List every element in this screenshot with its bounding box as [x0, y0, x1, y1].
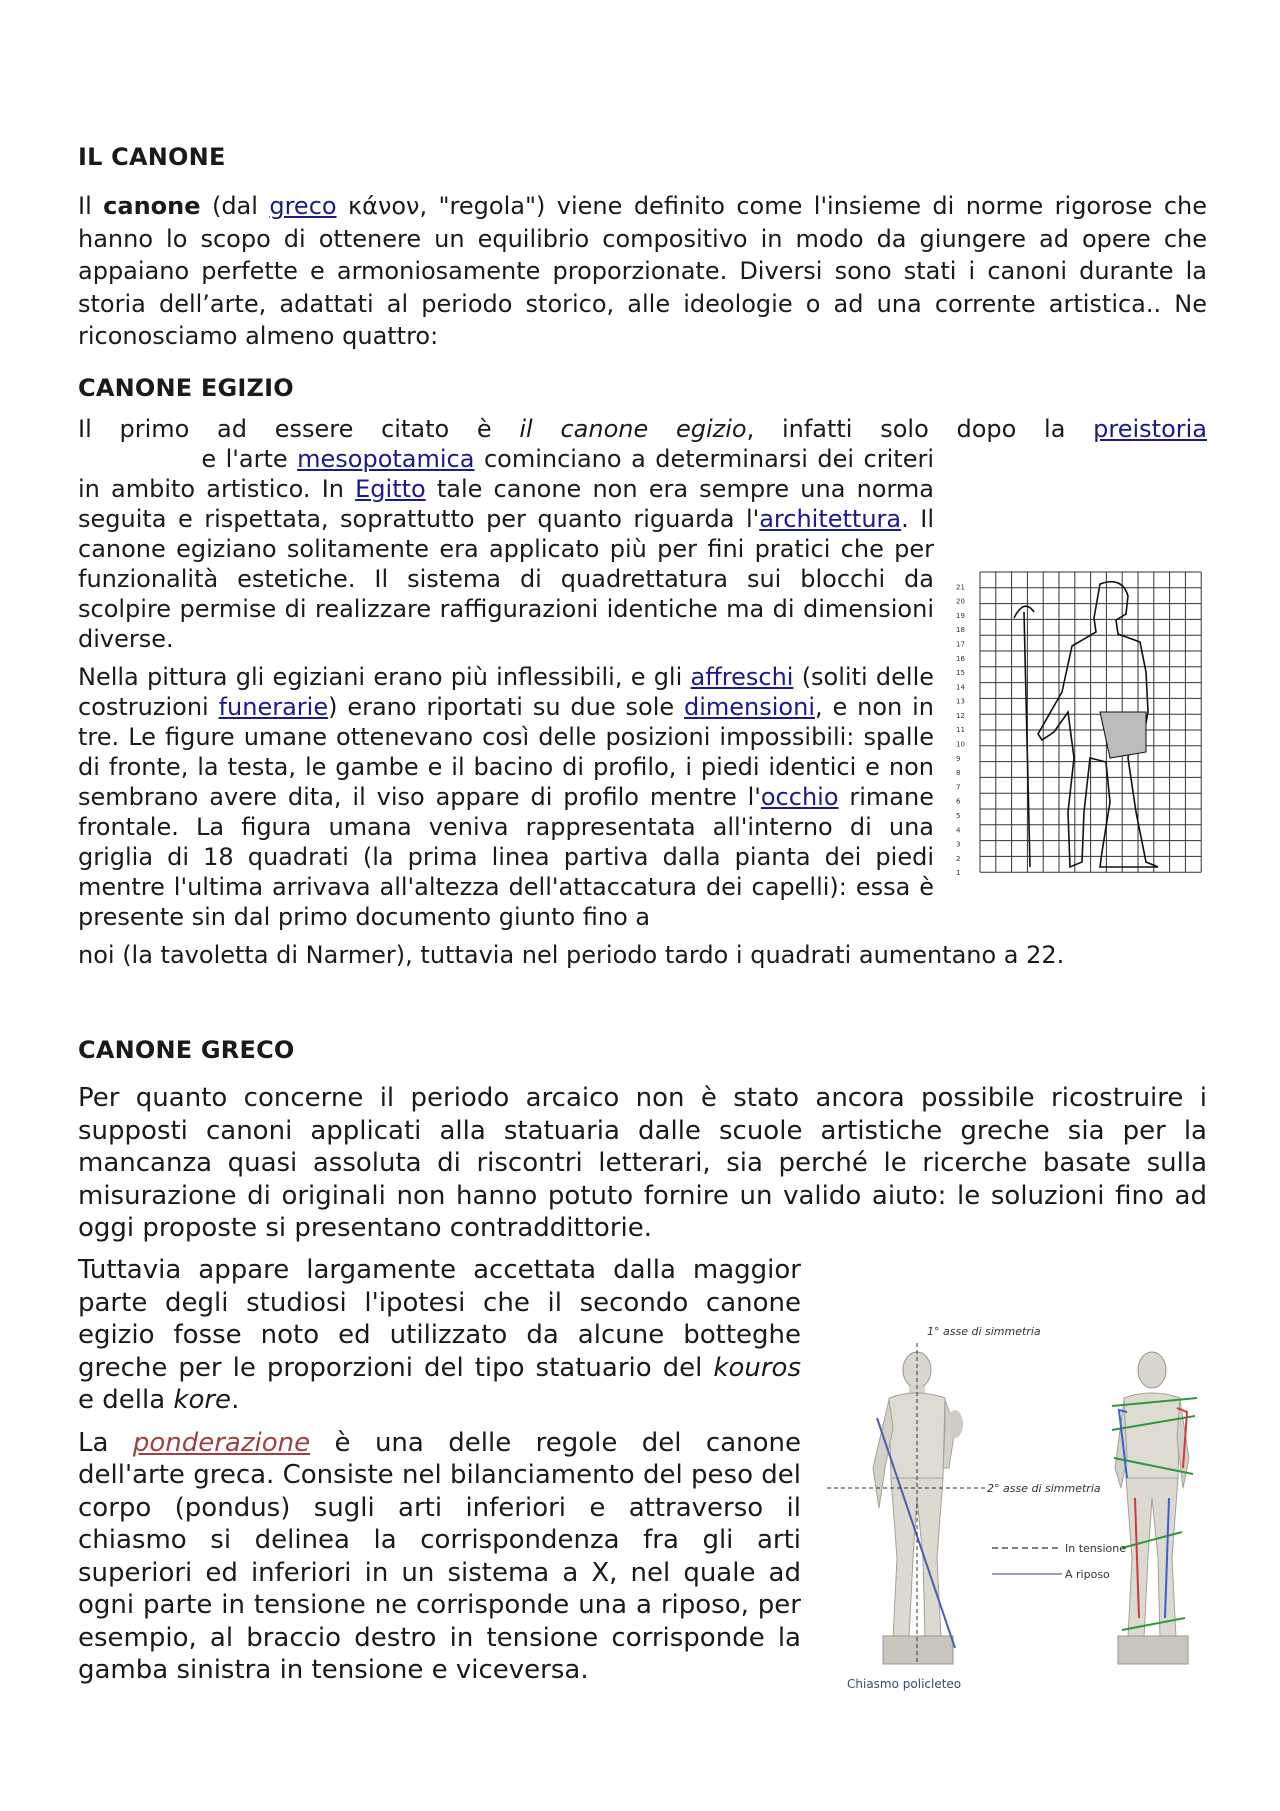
link-preistoria[interactable]: preistoria	[1093, 415, 1207, 443]
grid-number: 8	[956, 769, 961, 778]
egizio-body	[78, 414, 1207, 946]
grid-number: 13	[956, 697, 965, 706]
greco-body	[78, 1254, 1207, 1728]
paragraph-ponderazione: La ponderazione è una delle regole del canone dell'arte greca. Consiste nel bilanciamento del peso del corpo (pondus) sugli arti inferiori e attraverso il chiasmo si delinea la corrispondenza fra gli arti superiori ed inferiori in un sistema a X, nel quale ad ogni parte in tensione ne corrisponde una a riposo, per esempio, al braccio destro in tensione corrisponde la gamba sinistra in tensione e viceversa.	[78, 1427, 801, 1685]
grid-number: 16	[956, 654, 965, 663]
grid-number: 20	[956, 597, 965, 606]
grid-number: 3	[956, 840, 961, 849]
grid-number: 1	[956, 869, 961, 878]
legend-rest: A riposo	[1065, 1568, 1110, 1581]
paragraph-egizio-end: noi (la tavoletta di Narmer), tuttavia nel periodo tardo i quadrati aumentano a 22.	[78, 941, 1065, 969]
grid-number: 9	[956, 754, 961, 763]
heading-canone-egizio: CANONE EGIZIO	[78, 374, 294, 402]
paragraph-egizio-1: Il primo ad essere citato è il canone egizio, infatti solo dopo la preistoria	[78, 415, 1207, 443]
grid-number: 18	[956, 626, 965, 635]
link-architettura[interactable]: architettura	[759, 505, 902, 533]
link-greco[interactable]: greco	[269, 192, 337, 220]
grid-number: 6	[956, 797, 961, 806]
grid-number: 5	[956, 812, 961, 821]
link-occhio[interactable]: occhio	[760, 783, 839, 811]
term-kouros: kouros	[713, 1352, 801, 1383]
link-funerarie[interactable]: funerarie	[218, 693, 329, 721]
paragraph-greco-2: Tuttavia appare largamente accettata dalla maggior parte degli studiosi l'ipotesi che il secondo canone egizio fosse noto ed utilizzato da alcune botteghe greche per le proporzioni del tipo statuario del kouros e della kore.	[78, 1255, 801, 1415]
paragraph-intro: Il canone (dal greco κάνον, "regola") viene definito come l'insieme di norme rigorose che hanno lo scopo di ottenere un equilibrio compositivo in modo da giungere ad opere che appaiano perfette e armoniosamente proporzionate. Diversi sono stati i canoni durante la storia dell’arte, adattati al periodo storico, alle ideologie o ad una corrente artistica.. Ne riconosciamo almeno quattro:	[78, 192, 1207, 350]
heading-il-canone: IL CANONE	[78, 143, 226, 171]
axis2-label: 2° asse di simmetria	[987, 1482, 1101, 1495]
statue-right-illustration	[1112, 1352, 1197, 1664]
link-dimensioni[interactable]: dimensioni	[684, 693, 815, 721]
grid-number: 10	[956, 740, 965, 749]
link-ponderazione[interactable]: ponderazione	[132, 1427, 311, 1458]
statue-left-illustration	[873, 1343, 963, 1664]
grid-number: 12	[956, 711, 965, 720]
axis1-label: 1° asse di simmetria	[927, 1325, 1041, 1338]
egizio-figure	[950, 550, 1207, 946]
link-mesopotamica[interactable]: mesopotamica	[297, 445, 475, 473]
grid-number: 7	[956, 783, 961, 792]
link-egitto[interactable]: Egitto	[355, 475, 426, 503]
paragraph-egizio-full: e l'arte mesopotamica cominciano a determinarsi dei criteri in ambito artistico. In Egitto tale canone non era sempre una norma seguita e rispettata, soprattutto per quanto riguarda l'architettura. Il canone egiziano solitamente era applicato più per fini pratici che per funzionalità estetiche. Il sistema di quadrettatura sui blocchi da scolpire permise di realizzare raffigurazioni identiche ma di dimensioni diverse.	[78, 445, 935, 653]
paragraph-greco-1: Per quanto concerne il periodo arcaico non è stato ancora possibile ricostruire i supposti canoni applicati alla statuaria dalle scuole artistiche greche sia per la mancanza quasi assoluta di riscontri letterari, sia perché le ricerche basate sulla misurazione di originali non hanno potuto fornire un valido aiuto: le soluzioni fino ad oggi proposte si presentano contraddittorie.	[78, 1083, 1207, 1243]
grid-number: 2	[956, 854, 961, 863]
link-affreschi[interactable]: affreschi	[690, 663, 794, 691]
paragraph-egizio-pittura: Nella pittura gli egiziani erano più inflessibili, e gli affreschi (soliti delle costruzioni funerarie) erano riportati su due sole dimensioni, e non in tre. Le figure umane ottenevano così delle posizioni impossibili: spalle di fronte, la testa, le gambe e il bacino di profilo, i piedi identici e non sembrano avere dita, il viso appare di profilo mentre l'occhio rimane frontale. La figura umana veniva rappresentata all'interno di una griglia di 18 quadrati (la prima linea partiva dalla pianta dei piedi mentre l'ultima arrivava all'altezza dell'attaccatura dei capelli): essa è presente sin dal primo documento giunto fino a	[78, 663, 935, 931]
figure-caption: Chiasmo policleteo	[847, 1677, 962, 1691]
legend-tension: In tensione	[1065, 1542, 1127, 1555]
egyptian-grid-figure	[950, 562, 1207, 902]
grid-number: 19	[956, 611, 965, 620]
term-canone-egizio: il canone egizio	[519, 415, 747, 443]
grid-number: 21	[956, 583, 965, 592]
chiasmo-figure	[827, 1318, 1207, 1708]
heading-canone-greco: CANONE GRECO	[78, 1036, 295, 1064]
grid-number: 17	[956, 640, 965, 649]
grid-number: 15	[956, 669, 965, 678]
grid-number: 11	[956, 726, 965, 735]
grid-number: 14	[956, 683, 965, 692]
kilt-shape	[1100, 712, 1146, 758]
term-kore: kore	[173, 1385, 232, 1415]
term-canone: canone	[103, 192, 201, 220]
greek-figure	[827, 1318, 1207, 1728]
grid-number: 4	[956, 826, 961, 835]
